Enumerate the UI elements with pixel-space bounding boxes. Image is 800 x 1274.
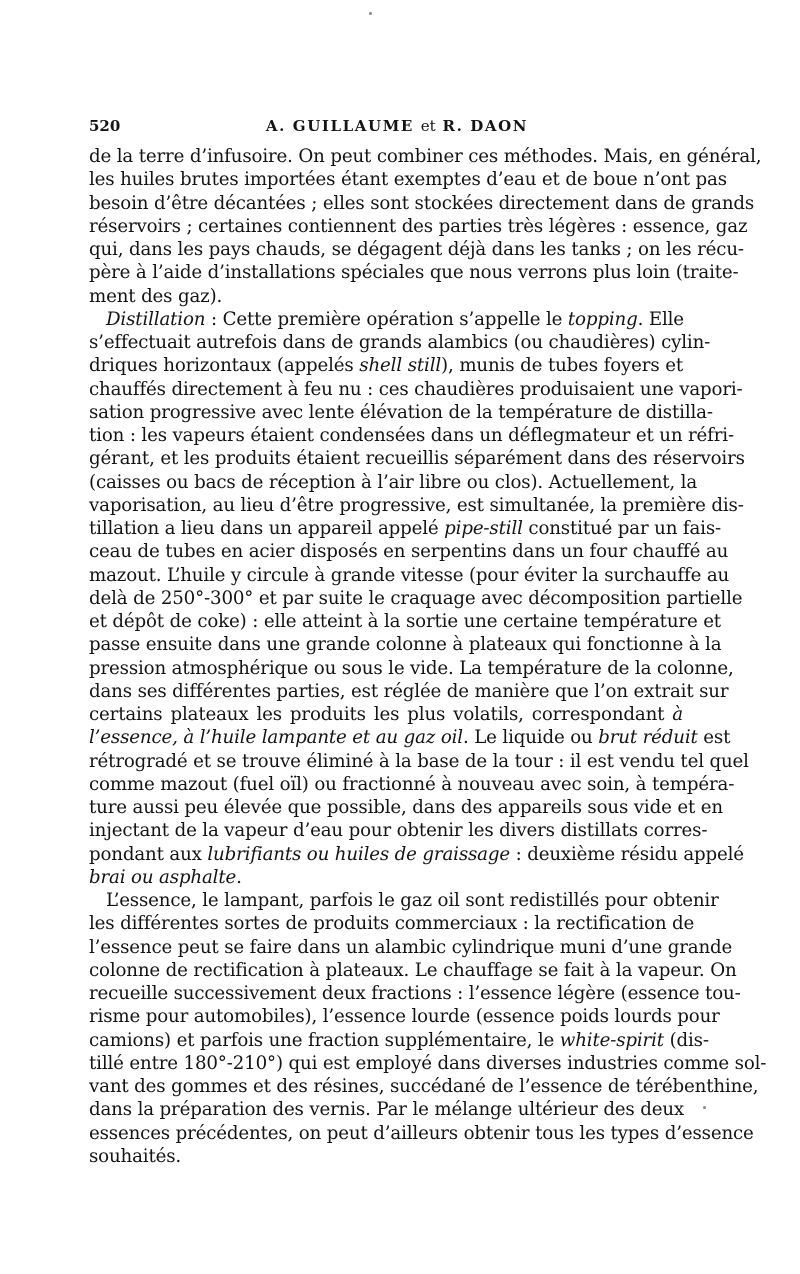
text-line: dans ses différentes parties, est réglée de manière que l’on extrait sur <box>89 680 729 702</box>
text-line: de la terre d’infusoire. On peut combiner ces méthodes. Mais, en général, <box>89 146 762 167</box>
text-line: les différentes sortes de produits commerciaux : la rectification de <box>89 913 695 935</box>
text-line: vaporisation, au lieu d’être progressive, est simultanée, la première dis- <box>89 494 744 516</box>
text-line: les huiles brutes importées étant exemptes d’eau et de boue n’ont pas <box>89 169 727 191</box>
term-shell-still: shell still <box>359 355 442 377</box>
text-line: comme mazout (fuel oïl) ou fractionné à nouveau avec soin, à tempéra- <box>89 773 735 795</box>
scan-speck <box>369 12 372 15</box>
text-line: pondant aux lubrifiants ou huiles de graissage : deuxième résidu appelé <box>89 843 744 865</box>
term-products: l’essence, à l’huile lampante et au gaz oil <box>89 727 463 749</box>
text-line: l’essence, à l’huile lampante et au gaz oil. Le liquide ou brut réduit est <box>89 727 731 749</box>
text-line: certains plateaux les produits les plus volatils, correspondant à <box>89 704 683 725</box>
text-line: besoin d’être décantées ; elles sont stockées directement dans de grands <box>89 192 755 214</box>
term-white-spirit: white-spirit <box>559 1029 664 1051</box>
author-separator: et <box>420 117 436 135</box>
text-line: passe ensuite dans une grande colonne à plateaux qui fonctionne à la <box>89 634 722 656</box>
text-line: delà de 250°-300° et par suite le craquage avec décomposition partielle <box>89 587 743 609</box>
text-line: colonne de rectification à plateaux. Le chauffage se fait à la vapeur. On <box>89 959 737 981</box>
text-line: camions) et parfois une fraction supplémentaire, le white-spirit (dis- <box>89 1029 709 1051</box>
text-line: dans la préparation des vernis. Par le mélange ultérieur des deux <box>89 1099 685 1121</box>
running-title <box>89 117 683 135</box>
text-line: injectant de la vapeur d’eau pour obtenir les divers distillats corres- <box>89 820 708 842</box>
body-text <box>89 145 767 1168</box>
text-line: driques horizontaux (appelés shell still), munis de tubes foyers et <box>89 355 683 377</box>
author-2: R. DAON <box>442 117 529 135</box>
page-header <box>89 117 683 139</box>
text-line: recueille successivement deux fractions : l’essence légère (essence tou- <box>89 983 741 1004</box>
page-number: 520 <box>89 117 121 135</box>
text-line: ceau de tubes en acier disposés en serpentins dans un four chauffé au <box>89 541 729 563</box>
text-line: vant des gommes et des résines, succédané de l’essence de térébenthine, <box>89 1076 759 1097</box>
text-line: ture aussi peu élevée que possible, dans des appareils sous vide et en <box>89 797 723 818</box>
term-brai: brai ou asphalte <box>89 866 237 888</box>
scan-speck <box>703 1106 706 1109</box>
text-line: rétrogradé et se trouve éliminé à la base de la tour : il est vendu tel quel <box>89 750 749 772</box>
text-line: père à l’aide d’installations spéciales que nous verrons plus loin (traite- <box>89 262 739 284</box>
term-lubrifiants: lubrifiants ou huiles de graissage <box>207 843 510 865</box>
text-line: Distillation : Cette première opération s’appelle le topping. Elle <box>106 308 684 330</box>
text-line: tillé entre 180°-210°) qui est employé dans diverses industries comme sol- <box>89 1052 767 1074</box>
text-line: brai ou asphalte. <box>89 866 242 888</box>
text-line: ment des gaz). <box>89 285 223 307</box>
text-line: réservoirs ; certaines contiennent des parties très légères : essence, gaz <box>89 215 748 237</box>
text-line: l’essence peut se faire dans un alambic cylindrique muni d’une grande <box>89 936 733 958</box>
text-line: qui, dans les pays chauds, se dégagent déjà dans les tanks ; on les récu- <box>89 239 744 260</box>
text-line: et dépôt de coke) : elle atteint à la sortie une certaine température et <box>89 611 721 632</box>
text-line: risme pour automobiles), l’essence lourde (essence poids lourds pour <box>89 1006 720 1028</box>
text-line: mazout. L’huile y circule à grande vitesse (pour éviter la surchauffe au <box>89 564 730 586</box>
author-1: A. GUILLAUME <box>265 117 414 135</box>
text-line: gérant, et les produits étaient recueillis séparément dans des réservoirs <box>89 448 745 470</box>
text-line: L’essence, le lampant, parfois le gaz oil sont redistillés pour obtenir <box>106 890 719 911</box>
term-brut-reduit: brut réduit <box>598 727 698 749</box>
text-line: tion : les vapeurs étaient condensées dans un déflegmateur et un réfri- <box>89 425 734 446</box>
section-label: Distillation <box>106 308 206 330</box>
text-line: (caisses ou bacs de réception à l’air libre ou clos). Actuellement, la <box>89 471 698 493</box>
text-line: essences précédentes, on peut d’ailleurs obtenir tous les types d’essence <box>89 1122 754 1144</box>
text-line: souhaités. <box>89 1145 182 1167</box>
text-line: pression atmosphérique ou sous le vide. La température de la colonne, <box>89 657 734 679</box>
text-line: chauffés directement à feu nu : ces chaudières produisaient une vapori- <box>89 378 743 400</box>
text-line: sation progressive avec lente élévation de la température de distilla- <box>89 401 713 423</box>
text-line: s’effectuait autrefois dans de grands alambics (ou chaudières) cylin- <box>89 332 711 353</box>
text-line: tillation a lieu dans un appareil appelé pipe-still constitué par un fais- <box>89 518 722 539</box>
term-topping: topping <box>567 308 638 330</box>
term-pipe-still: pipe-still <box>444 518 523 539</box>
